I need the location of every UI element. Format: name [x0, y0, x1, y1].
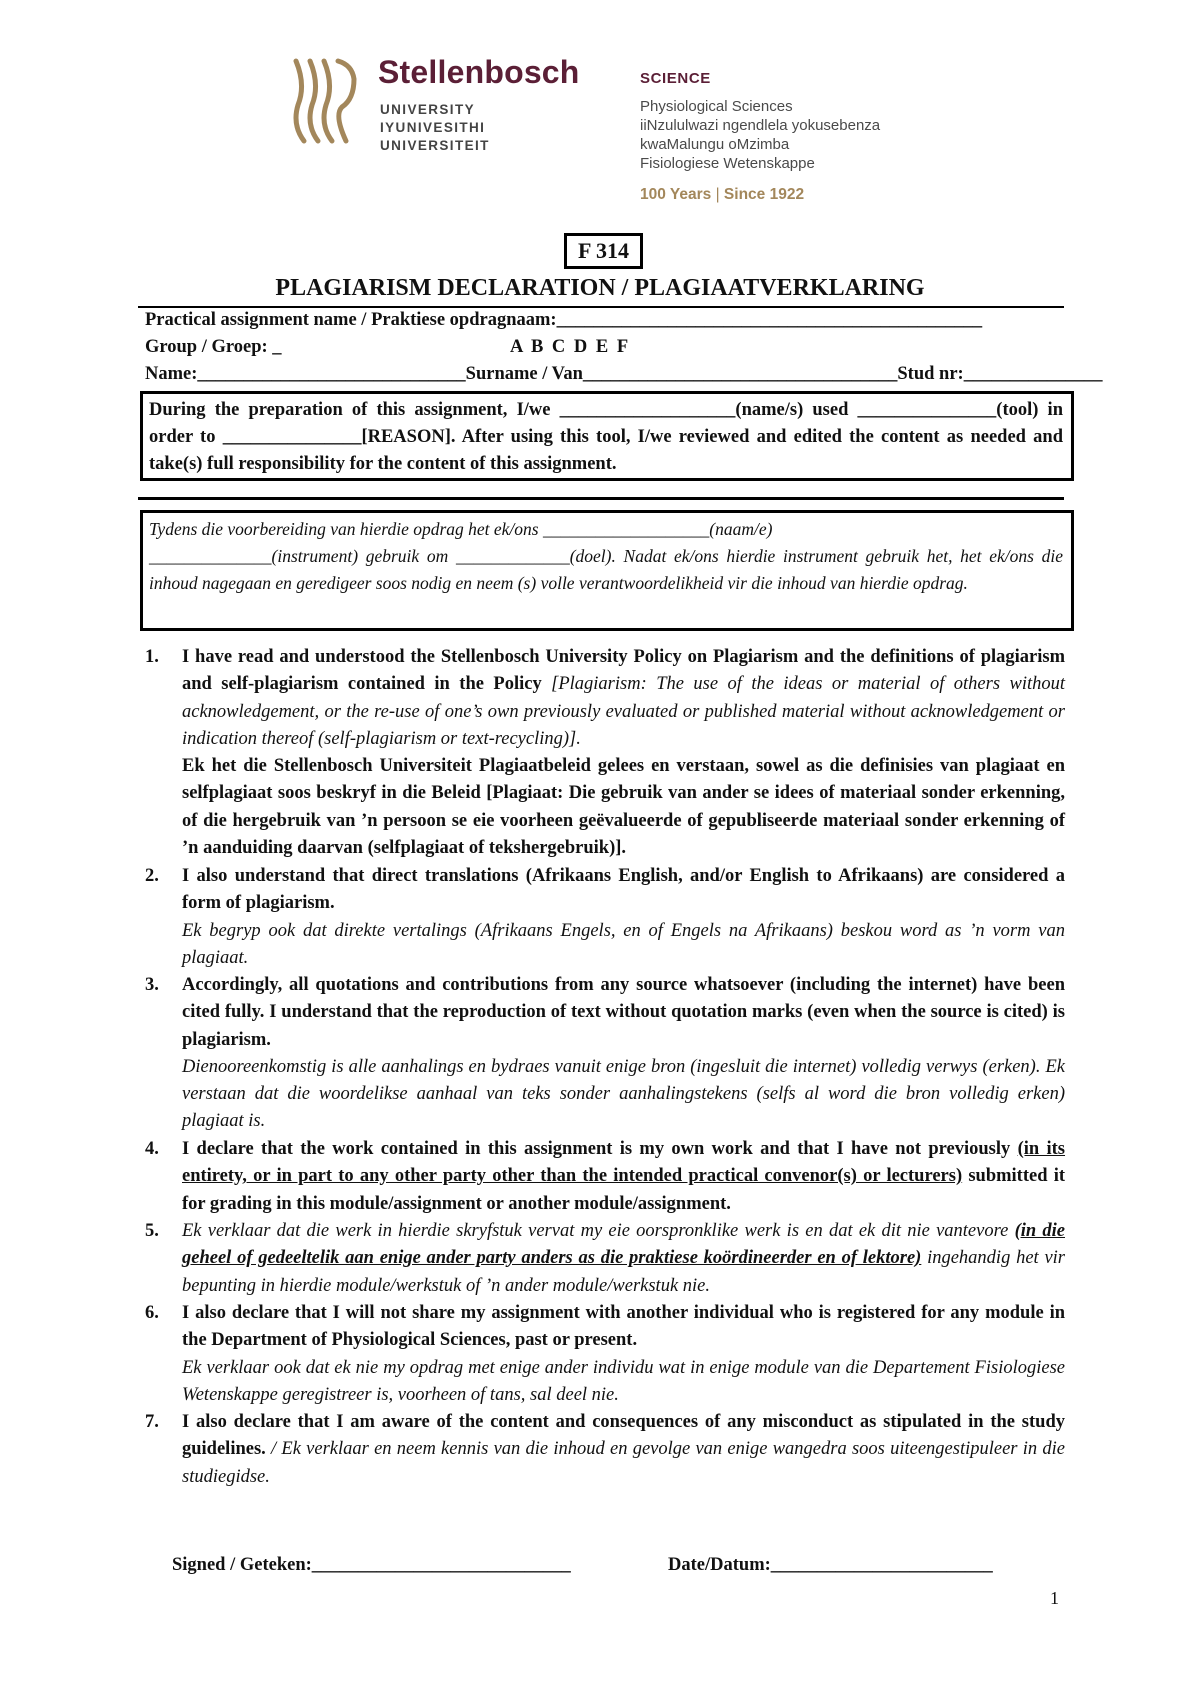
- section-divider: [138, 497, 1064, 500]
- centenary-years: 100 Years: [640, 186, 712, 203]
- blank-line: _____________________________: [197, 364, 466, 384]
- signature-line[interactable]: ____________________________: [311, 1555, 571, 1575]
- ai-declaration-english-text: During the preparation of this assignment, I/we ___________________(name/s) used _______________(tool) in order to _______________[REASON]. After using this tool, I/we reviewed and edited the content as needed and take(s) full responsibility for the content of this assignment.: [149, 400, 1063, 474]
- blank-line: _______________: [963, 364, 1103, 384]
- blank-line: ______________________________________________: [556, 310, 983, 330]
- declaration-item-6: 6. I also declare that I will not share my assignment with another individual who is registered for any module in the Department of Physiological Sciences, past or present. Ek verklaar ook dat ek nie my opdrag met enige ander individu wat in enige module van die Departement Fisiologiese Wetenskappe geregistreer is, voorheen of tans, sal deel nie.: [145, 1300, 1065, 1409]
- page-number: 1: [1050, 1588, 1059, 1608]
- group-field[interactable]: [145, 337, 282, 358]
- department-line: iiNzululwazi ngendlela yokusebenza: [640, 117, 881, 134]
- declaration-item-2: 2. I also understand that direct translations (Afrikaans English, and/or English to Afrikaans) are considered a form of plagiarism. Ek begryp ook dat direkte vertalings (Afrikaans Engels, en of Engels na Afrikaans) beskou word as ’n vorm van plagiaat.: [145, 863, 1065, 972]
- university-sub-line: UNIVERSITEIT: [380, 138, 490, 153]
- blank-line: _: [267, 337, 282, 357]
- declaration-item-7: 7. I also declare that I am aware of the content and consequences of any misconduct as stipulated in the study guidelines. / Ek verklaar en neem kennis van die inhoud en gevolge van enige wangedra soos uiteengestipuleer in die studiegidse.: [145, 1409, 1065, 1491]
- faculty-name: SCIENCE: [640, 70, 711, 87]
- item-number: 7.: [145, 1412, 159, 1432]
- item-number: 6.: [145, 1303, 159, 1323]
- declaration-item-3: 3. Accordingly, all quotations and contributions from any source whatsoever (including the internet) have been cited fully. I understand that the reproduction of text without quotation marks (even when the source is cited) is plagiarism. Dienooreenkomstig is alle aanhalings en bydraes vanuit enige bron (ingesluit die internet) volledig verwys (erken). Ek verstaan dat die woordelikse aanhaal van teks sonder aanhalingstekens (selfs al word die bron volledig erken) plagiaat is.: [145, 972, 1065, 1136]
- declaration-item-4: 4. I declare that the work contained in this assignment is my own work and that I have not previously (in its entirety, or in part to any other party other than the intended practical convenor(s) or lecturers) submitted it for grading in this module/assignment or another module/assignment.: [145, 1136, 1065, 1218]
- group-label: Group / Groep:: [145, 337, 268, 357]
- centenary-since: Since 1922: [723, 186, 805, 203]
- name-field[interactable]: [145, 364, 1102, 385]
- department-line: Fisiologiese Wetenskappe: [640, 155, 815, 172]
- item-number: 3.: [145, 975, 159, 995]
- signature-row: [172, 1555, 993, 1576]
- department-line: kwaMalungu oMzimba: [640, 136, 790, 153]
- department-line: Physiological Sciences: [640, 98, 793, 115]
- title-divider: [138, 306, 1064, 308]
- university-sub-line: UNIVERSITY: [380, 102, 476, 117]
- blank-line: __________________________________: [582, 364, 898, 384]
- university-name: Stellenbosch: [378, 54, 580, 90]
- ai-declaration-afrikaans-box: [140, 510, 1074, 631]
- assignment-name-label: Practical assignment name / Praktiese opdragnaam:: [145, 310, 557, 330]
- declaration-item-5: 5. Ek verklaar dat die werk in hierdie skryfstuk vervat my eie oorspronklike werk is en dat ek dit nie vantevore (in die geheel of gedeeltelik aan enige ander party anders as die praktiese koördineerder en of lektore) ingehandig het vir bepunting in hierdie module/werkstuk of ’n ander module/werkstuk nie.: [145, 1218, 1065, 1300]
- ai-declaration-afrikaans-text: Tydens die voorbereiding van hierdie opdrag het ek/ons ___________________(naam/e) ______________(instrument) gebruik om _____________(doel). Nadat ek/ons hierdie instrument gebruik het, het ek/ons die inhoud nagegaan en geredigeer soos nodig en neem (s) volle verantwoordelikheid vir die inhoud van hierdie opdrag.: [149, 519, 1063, 593]
- date-line[interactable]: ________________________: [770, 1555, 993, 1575]
- item-number: 5.: [145, 1221, 159, 1241]
- form-code: F 314: [564, 233, 643, 269]
- university-logo-icon: [290, 55, 362, 147]
- group-options[interactable]: A B C D E F: [510, 337, 631, 357]
- centenary-line: 100 Years | Since 1922: [640, 186, 805, 203]
- page-title: PLAGIARISM DECLARATION / PLAGIAATVERKLARING: [275, 275, 925, 301]
- name-label: Name:: [145, 364, 198, 384]
- ai-declaration-english-box: [140, 391, 1074, 481]
- item-number: 4.: [145, 1139, 159, 1159]
- surname-label: Surname / Van: [465, 364, 583, 384]
- stud-nr-label: Stud nr:: [897, 364, 964, 384]
- item-number: 1.: [145, 647, 159, 667]
- assignment-name-field[interactable]: [145, 310, 982, 331]
- item-number: 2.: [145, 866, 159, 886]
- university-sub-line: IYUNIVESITHI: [380, 120, 486, 135]
- signed-label: Signed / Geteken:: [172, 1555, 312, 1575]
- date-label: Date/Datum:: [668, 1555, 771, 1575]
- declaration-item-1: 1. I have read and understood the Stellenbosch University Policy on Plagiarism and the definitions of plagiarism and self-plagiarism contained in the Policy [Plagiarism: The use of the ideas or material of others without acknowledgement, or the re-use of one’s own previously evaluated or published material without acknowledgement or indication thereof (self-plagiarism or text-recycling)]. Ek het die Stellenbosch Universiteit Plagiaatbeleid gelees en verstaan, sowel as die definisies van plagiaat en selfplagiaat soos beskryf in die Beleid [Plagiaat: Die gebruik van ander se idees of materiaal sonder erkenning, of die hergebruik van ’n persoon se eie voorheen geëvalueerde of gepubliseerde materiaal sonder erkenning of ’n aanduiding daarvan (selfplagiaat of tekshergebruik)].: [145, 644, 1065, 862]
